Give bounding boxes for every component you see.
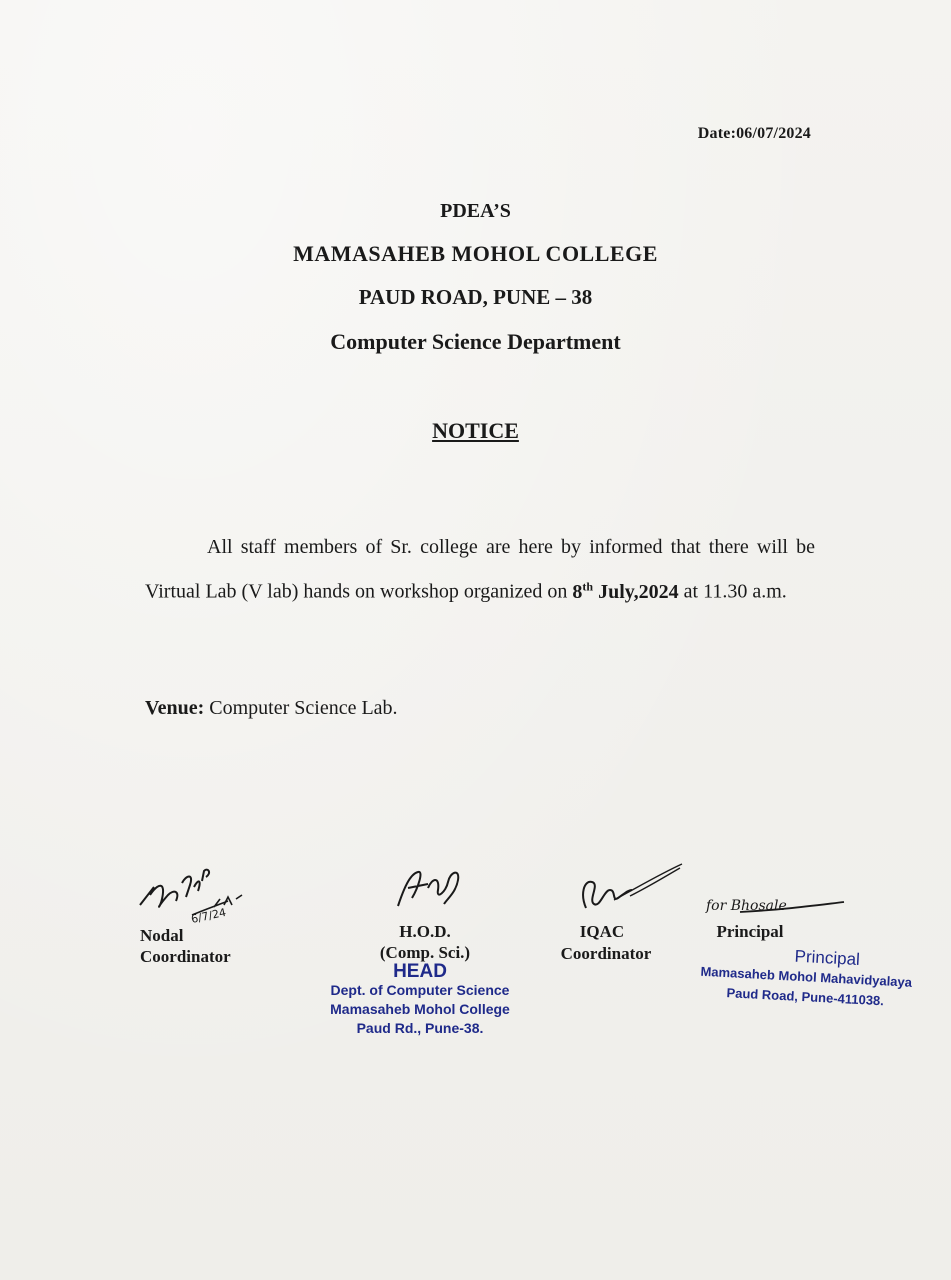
workshop-date: 8th July,2024 bbox=[572, 579, 679, 603]
college-name: MAMASAHEB MOHOL COLLEGE bbox=[293, 241, 658, 266]
notice-date: Date:06/07/2024 bbox=[697, 125, 811, 142]
principal-stamp-college: Mamasaheb Mohol Mahavidyalaya bbox=[700, 963, 913, 990]
hod-dept: (Comp. Sci.) bbox=[379, 943, 471, 962]
hod-stamp-college: Mamasaheb Mohol College bbox=[330, 1001, 510, 1017]
iqac-signature bbox=[570, 860, 690, 920]
iqac-title: IQAC bbox=[579, 922, 625, 941]
principal-signature bbox=[700, 882, 850, 922]
body-part1: All staff members of Sr. college are here by informed that there will be Virtual Lab (V lab) hands on workshop organized on bbox=[145, 536, 815, 603]
iqac-coordinator-label: Coordinator bbox=[560, 944, 652, 963]
principal-stamp bbox=[665, 940, 948, 1015]
nodal-coordinator-label: Coordinator bbox=[140, 947, 231, 966]
venue-label: Venue: bbox=[145, 697, 205, 719]
hod-signature bbox=[388, 858, 468, 918]
notice-body bbox=[145, 528, 815, 612]
principal-stamp-address: Paud Road, Pune-411038. bbox=[726, 985, 885, 1009]
department-name: Computer Science Department bbox=[330, 329, 621, 354]
svg-text:6/7/24: 6/7/24 bbox=[189, 905, 228, 926]
svg-text:for Bhosale: for Bhosale bbox=[706, 898, 787, 914]
hod-stamp-dept: Dept. of Computer Science bbox=[330, 982, 510, 998]
hod-title: H.O.D. bbox=[399, 922, 451, 941]
hod-stamp-head: HEAD bbox=[393, 961, 447, 982]
nodal-title: Nodal bbox=[140, 926, 184, 945]
college-address: PAUD ROAD, PUNE – 38 bbox=[358, 285, 593, 309]
hod-stamp-address: Paud Rd., Pune-38. bbox=[356, 1020, 484, 1036]
principal-title: Principal bbox=[716, 922, 784, 941]
nodal-signature bbox=[132, 865, 252, 930]
venue-value: Computer Science Lab. bbox=[204, 697, 398, 719]
notice-title: NOTICE bbox=[432, 418, 519, 443]
institution-society: PDEA’S bbox=[440, 200, 511, 222]
principal-stamp-title: Principal bbox=[794, 946, 861, 970]
body-part2: at 11.30 a.m. bbox=[678, 580, 787, 603]
venue-line bbox=[145, 697, 398, 720]
hod-stamp bbox=[300, 962, 540, 1038]
